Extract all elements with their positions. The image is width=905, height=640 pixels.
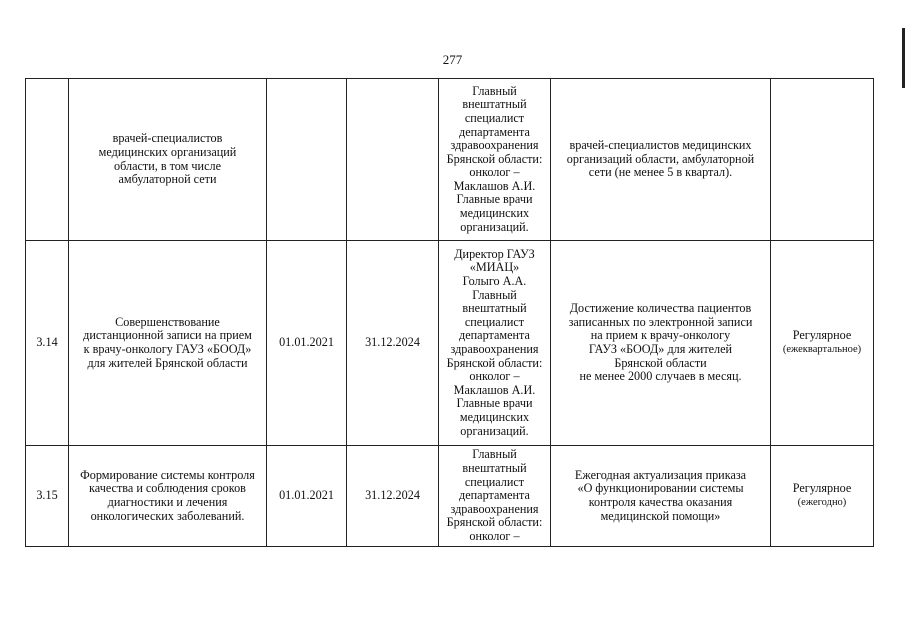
table-row (26, 241, 874, 446)
cell-text-line: врачей-специалистов (112, 131, 223, 146)
cell-text-line: Достижение количества пациентов (569, 301, 752, 316)
cell-text-line: «МИАЦ» (469, 260, 520, 275)
cell-responsible (439, 79, 551, 241)
cell-activity (69, 241, 267, 446)
cell-text-line: специалист (464, 314, 525, 329)
cell-end-date: 31.12.2024 (347, 446, 439, 547)
cell-text-line: качества и соблюдения сроков (89, 481, 246, 496)
cell-text-line: записанных по электронной записи (568, 314, 753, 329)
cell-text-line: медицинской помощи» (600, 508, 721, 523)
cell-result (551, 79, 771, 241)
cell-text-line: департамента (459, 328, 530, 343)
cell-text-line: области, в том числе (114, 158, 221, 173)
cell-text-line: специалист (464, 110, 525, 125)
cell-text-line: внештатный (462, 461, 527, 476)
cell-text-line: Брянской области: (446, 355, 543, 370)
cell-text-line: не менее 2000 случаев в месяц. (579, 369, 742, 384)
cell-text-line: контроля качества оказания (588, 495, 733, 509)
cell-text-line: Формирование системы контроля (80, 467, 255, 482)
cell-number: 3.14 (26, 241, 69, 446)
cell-text-line: департамента (459, 488, 530, 503)
plan-table (25, 78, 874, 547)
cell-text-line: онкологических заболеваний. (90, 508, 245, 523)
cell-text-line: внештатный (462, 301, 527, 316)
cell-text-line: Голыго А.А. (462, 274, 527, 289)
periodicity-label: Регулярное (792, 328, 852, 343)
cell-text-line: Главные врачи (456, 396, 533, 411)
cell-text-line: медицинских (459, 206, 530, 221)
cell-start-date: 01.01.2021 (267, 446, 347, 547)
page-number: 277 (442, 52, 463, 67)
cell-text-line: Директор ГАУЗ (454, 246, 535, 261)
cell-text-line: специалист (464, 474, 525, 489)
cell-result (551, 241, 771, 446)
cell-text-line: амбулаторной сети (118, 172, 217, 187)
cell-text-line: для жителей Брянской области (87, 355, 248, 370)
cell-periodicity (771, 79, 874, 241)
cell-text-line: организаций. (460, 219, 529, 234)
cell-number (26, 79, 69, 241)
cell-start-date: 01.01.2021 (267, 241, 347, 446)
cell-text-line: диагностики и лечения (107, 495, 228, 509)
periodicity-label: Регулярное (792, 481, 852, 496)
cell-responsible (439, 446, 551, 547)
cell-text-line: организаций. (460, 423, 529, 438)
cell-text-line: Главный (472, 447, 517, 462)
cell-text-line: Главный (472, 287, 517, 302)
cell-text-line: к врачу-онкологу ГАУЗ «БООД» (83, 342, 252, 356)
table-row (26, 446, 874, 547)
cell-activity (69, 446, 267, 547)
cell-text-line: Ежегодная актуализация приказа (574, 467, 747, 482)
cell-text-line: медицинских (459, 409, 530, 424)
periodicity-note: (ежегодно) (797, 497, 847, 508)
cell-text-line: здравоохранения (450, 501, 539, 516)
table-row (26, 79, 874, 241)
cell-text-line: онколог – (469, 528, 520, 543)
cell-text-line: здравоохранения (450, 342, 539, 356)
cell-periodicity (771, 446, 874, 547)
cell-text-line: медицинских организаций (98, 144, 237, 159)
cell-text-line: Главный (472, 83, 517, 98)
cell-text-line: внештатный (462, 97, 527, 112)
cell-activity (69, 79, 267, 241)
cell-end-date (347, 79, 439, 241)
cell-text-line: здравоохранения (450, 138, 539, 153)
cell-start-date (267, 79, 347, 241)
cell-text-line: Маклашов А.И. (453, 382, 536, 397)
cell-text-line: онколог – (469, 369, 520, 384)
cell-text-line: дистанционной записи на прием (83, 328, 252, 343)
cell-text-line: сети (не менее 5 в квартал). (588, 165, 733, 180)
cell-text-line: Брянской области: (446, 515, 543, 530)
cell-text-line: организаций области, амбулаторной (566, 151, 755, 166)
cell-text-line: Брянской области (614, 355, 707, 370)
cell-result (551, 446, 771, 547)
cell-text-line: ГАУЗ «БООД» для жителей (588, 342, 733, 356)
periodicity-note: (ежеквартальное) (782, 344, 862, 355)
cell-text-line: врачей-специалистов медицинских (569, 138, 752, 153)
cell-periodicity (771, 241, 874, 446)
cell-text-line: Совершенствование (115, 314, 220, 329)
cell-number: 3.15 (26, 446, 69, 547)
cell-text-line: Брянской области: (446, 151, 543, 166)
cell-text-line: Главные врачи (456, 192, 533, 207)
cell-text-line: онколог – (469, 165, 520, 180)
cell-responsible (439, 241, 551, 446)
cell-text-line: Маклашов А.И. (453, 178, 536, 193)
cell-text-line: департамента (459, 124, 530, 139)
cell-end-date: 31.12.2024 (347, 241, 439, 446)
cell-text-line: на прием к врачу-онкологу (590, 328, 731, 343)
cell-text-line: «О функционировании системы (577, 481, 744, 496)
